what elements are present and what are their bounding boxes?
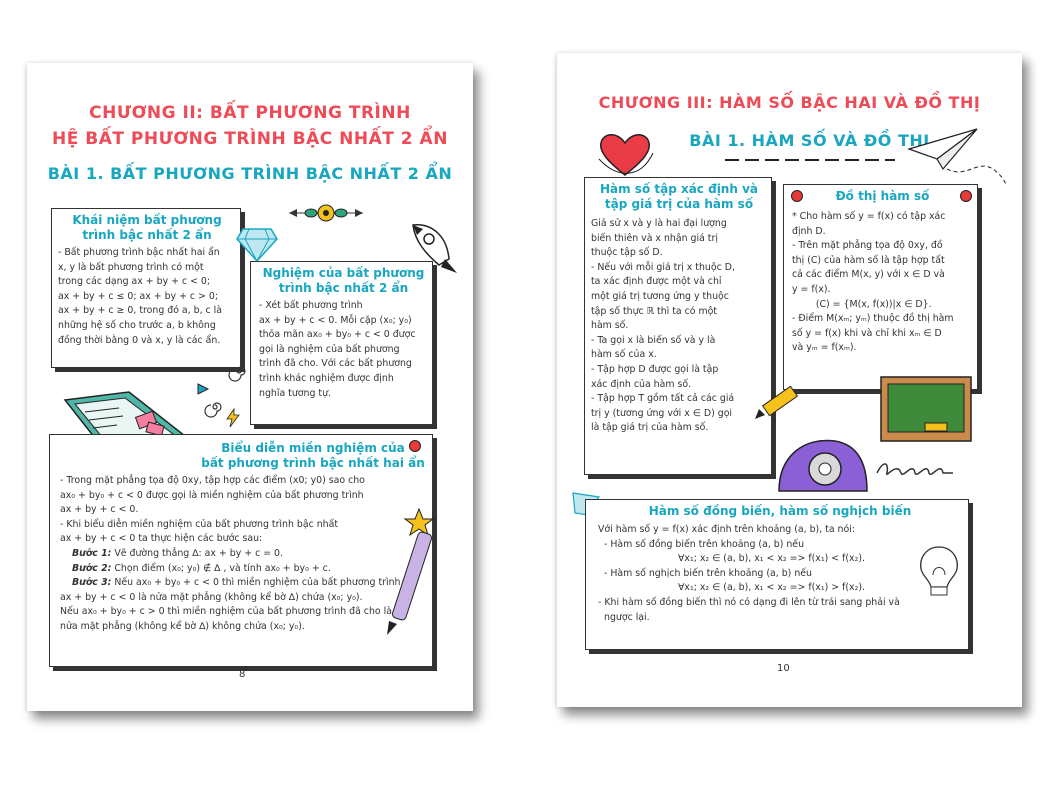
- text-line: định D.: [792, 225, 826, 237]
- text-line: trị y (tương ứng với x ∈ D) gọi: [591, 407, 733, 419]
- text-line: hàm số.: [591, 320, 629, 332]
- text-line: số y = f(x) khi và chỉ khi xₘ ∈ D: [792, 327, 942, 339]
- text-line: - Điểm M(xₘ; yₘ) thuộc đồ thị hàm: [792, 313, 954, 325]
- text-line: - Bất phương trình bậc nhất hai ẩn: [58, 247, 220, 258]
- lesson-title: BÀI 1. HÀM SỐ VÀ ĐỒ THỊ: [689, 131, 930, 150]
- spiral-icon: [231, 363, 247, 379]
- step-text: Nếu ax₀ + by₀ + c < 0 thì miền nghiệm của bất phương trình: [111, 577, 401, 589]
- left-page: [27, 63, 473, 711]
- text-line: trình khác nghiệm được định: [259, 372, 394, 384]
- solution-region-title-line2: bất phương trình bậc nhất hai ẩn: [201, 456, 425, 470]
- text-line: một giá trị tương ứng y thuộc: [591, 290, 729, 302]
- tape-dispenser-icon: [775, 435, 871, 499]
- chapter-title: CHƯƠNG III: HÀM SỐ BẬC HAI VÀ ĐỒ THỊ: [598, 93, 981, 112]
- text-line: - Trên mặt phẳng tọa độ 0xy, đồ: [792, 240, 943, 252]
- chalkboard-icon: [879, 375, 975, 445]
- text-line: - Xét bất phương trình: [259, 300, 363, 311]
- text-line: - Khi biểu diễn miền nghiệm của bất phương trình bậc nhất: [60, 518, 339, 530]
- text-line: biến thiên và x nhận giá trị: [591, 232, 718, 244]
- text-line: - Nếu với mỗi giá trị x thuộc D,: [591, 261, 735, 273]
- domain-range-box-body: [591, 217, 767, 436]
- text-line: ax + by + c ≥ 0, trong đó a, b, c là: [58, 305, 223, 317]
- diamond-icon: [237, 227, 277, 261]
- text-line: ax + by + c ≤ 0; ax + by + c > 0;: [58, 290, 219, 302]
- graph-box: [783, 184, 978, 390]
- text-line: ax + by + c < 0 là nửa mặt phẳng (không kể bờ ∆) chứa (x₀; y₀).: [60, 591, 363, 603]
- pencil-icon: [753, 383, 801, 423]
- loop-doodle-icon: [875, 459, 955, 479]
- page-number: 8: [239, 669, 246, 680]
- monotonic-box-title: Hàm số đồng biến, hàm số nghịch biến: [648, 504, 912, 518]
- page-number: 10: [777, 663, 790, 674]
- concept-box-title: Khái niệm bất phương trình bậc nhất 2 ẩn: [72, 213, 222, 242]
- text-line: Giả sử x và y là hai đại lượng: [591, 218, 727, 229]
- text-line: nửa mặt phẳng (không kể bờ ∆) không chứa (x₀; y₀).: [60, 620, 305, 632]
- text-line: ∀x₁; x₂ ∈ (a, b), x₁ < x₂ => f(x₁) > f(x₂).: [678, 582, 865, 594]
- step-label: Bước 2:: [72, 562, 112, 574]
- text-line: Với hàm số y = f(x) xác định trên khoảng (a, b), ta nói:: [598, 524, 855, 535]
- text-line: ngược lại.: [604, 611, 650, 623]
- text-line: - Ta gọi x là biến số và y là: [591, 334, 716, 346]
- solution-box: [250, 261, 433, 425]
- domain-range-box: [584, 177, 772, 475]
- triangle-doodle-icon: [197, 383, 209, 395]
- text-line: (C) = {M(x, f(x))|x ∈ D}.: [792, 298, 932, 310]
- chapter-title-line2: HỆ BẤT PHƯƠNG TRÌNH BẬC NHẤT 2 ẨN: [52, 129, 448, 149]
- text-line: * Cho hàm số y = f(x) có tập xác: [792, 211, 946, 222]
- step-text: Vẽ đường thẳng ∆: ax + by + c = 0.: [111, 547, 283, 559]
- flower-ornament-icon: [289, 203, 363, 223]
- monotonic-box-body: [598, 523, 962, 625]
- step-label: Bước 1:: [72, 547, 112, 559]
- text-line: - Hàm số đồng biến trên khoảng (a, b) nếu: [604, 538, 805, 550]
- text-line: - Trong mặt phẳng tọa độ 0xy, tập hợp các điểm (x0; y0) sao cho: [60, 475, 365, 486]
- pin-icon: [791, 190, 803, 202]
- text-line: những hệ số cho trước a, b không: [58, 319, 216, 331]
- text-line: - Khi hàm số đồng biến thì nó có dạng đi lên từ trái sang phải và: [598, 596, 900, 608]
- text-line: y = f(x).: [792, 283, 831, 295]
- text-line: xác định của hàm số.: [591, 378, 692, 390]
- text-line: cả các điểm M(x, y) với x ∈ D và: [792, 269, 945, 281]
- light-bulb-icon: [917, 545, 961, 599]
- right-page: [557, 53, 1022, 707]
- star-pen-icon: [375, 503, 431, 635]
- text-line: - Tập hợp D được gọi là tập: [591, 363, 719, 375]
- text-line: là tập giá trị của hàm số.: [591, 422, 709, 434]
- swirl-doodle-icon: [207, 399, 223, 415]
- text-line: trình đã cho. Với các bất phương: [259, 358, 412, 370]
- solution-box-title: Nghiệm của bất phương trình bậc nhất 2 ẩn: [262, 266, 425, 295]
- solution-region-body: [60, 474, 426, 635]
- text-line: ax + by + c < 0.: [60, 504, 139, 516]
- text-line: thuộc tập số D.: [591, 247, 663, 259]
- dashed-underline: [725, 158, 895, 162]
- domain-range-box-title: Hàm số tập xác định và tập giá trị của hàm số: [599, 182, 758, 211]
- lesson-title: BÀI 1. BẤT PHƯƠNG TRÌNH BẬC NHẤT 2 ẨN: [47, 164, 453, 183]
- text-line: - Hàm số nghịch biến trên khoảng (a, b) nếu: [604, 567, 812, 579]
- step-line: [60, 576, 426, 591]
- text-line: - Tập hợp T gồm tất cả các giá: [591, 393, 735, 405]
- text-line: ∀x₁; x₂ ∈ (a, b), x₁ < x₂ => f(x₁) < f(x₂).: [678, 553, 865, 565]
- lightning-doodle-icon: [227, 409, 239, 427]
- text-line: ax₀ + by₀ + c < 0 được gọi là miền nghiệm của bất phương trình: [60, 489, 364, 501]
- solution-region-title-line1: Biểu diễn miền nghiệm của: [221, 441, 405, 455]
- monotonic-box: [585, 499, 969, 650]
- graph-box-body: [792, 210, 973, 356]
- text-line: x, y là bất phương trình có một: [58, 261, 204, 273]
- paper-plane-icon: [907, 125, 1007, 185]
- text-line: Nếu ax₀ + by₀ + c > 0 thì miền nghiệm của bất phương trình đã cho là: [60, 606, 392, 618]
- pin-icon: [409, 440, 421, 452]
- text-line: hàm số của x.: [591, 349, 657, 361]
- text-line: ax + by + c < 0 ta thực hiện các bước sau:: [60, 533, 263, 545]
- text-line: ta xác định được một và chỉ: [591, 276, 722, 288]
- text-line: trong các dạng ax + by + c < 0;: [58, 276, 211, 288]
- step-line: [60, 562, 426, 577]
- text-line: và yₘ = f(xₘ).: [792, 342, 857, 354]
- solution-box-body: [259, 299, 428, 401]
- text-line: thị (C) của hàm số là tập hợp tất: [792, 254, 945, 266]
- step-label: Bước 3:: [72, 577, 112, 589]
- step-text: Chọn điểm (x₀; y₀) ∉ ∆ , và tính ax₀ + by₀ + c.: [111, 562, 331, 574]
- chapter-title-line1: CHƯƠNG II: BẤT PHƯƠNG TRÌNH: [89, 103, 411, 123]
- concept-box: [51, 208, 241, 368]
- text-line: đồng thời bằng 0 và x, y là các ẩn.: [58, 334, 221, 346]
- pin-icon: [960, 190, 972, 202]
- text-line: nghĩa tương tự.: [259, 387, 331, 399]
- text-line: ax + by + c < 0. Mỗi cặp (x₀; y₀): [259, 314, 412, 326]
- text-line: thỏa mãn ax₀ + by₀ + c < 0 được: [259, 329, 416, 341]
- graph-box-title: Đồ thị hàm số: [835, 189, 930, 203]
- step-line: [60, 547, 426, 562]
- concept-box-body: [58, 246, 236, 348]
- text-line: gọi là nghiệm của bất phương: [259, 343, 400, 355]
- text-line: tập số thực ℝ thì ta có một: [591, 305, 718, 317]
